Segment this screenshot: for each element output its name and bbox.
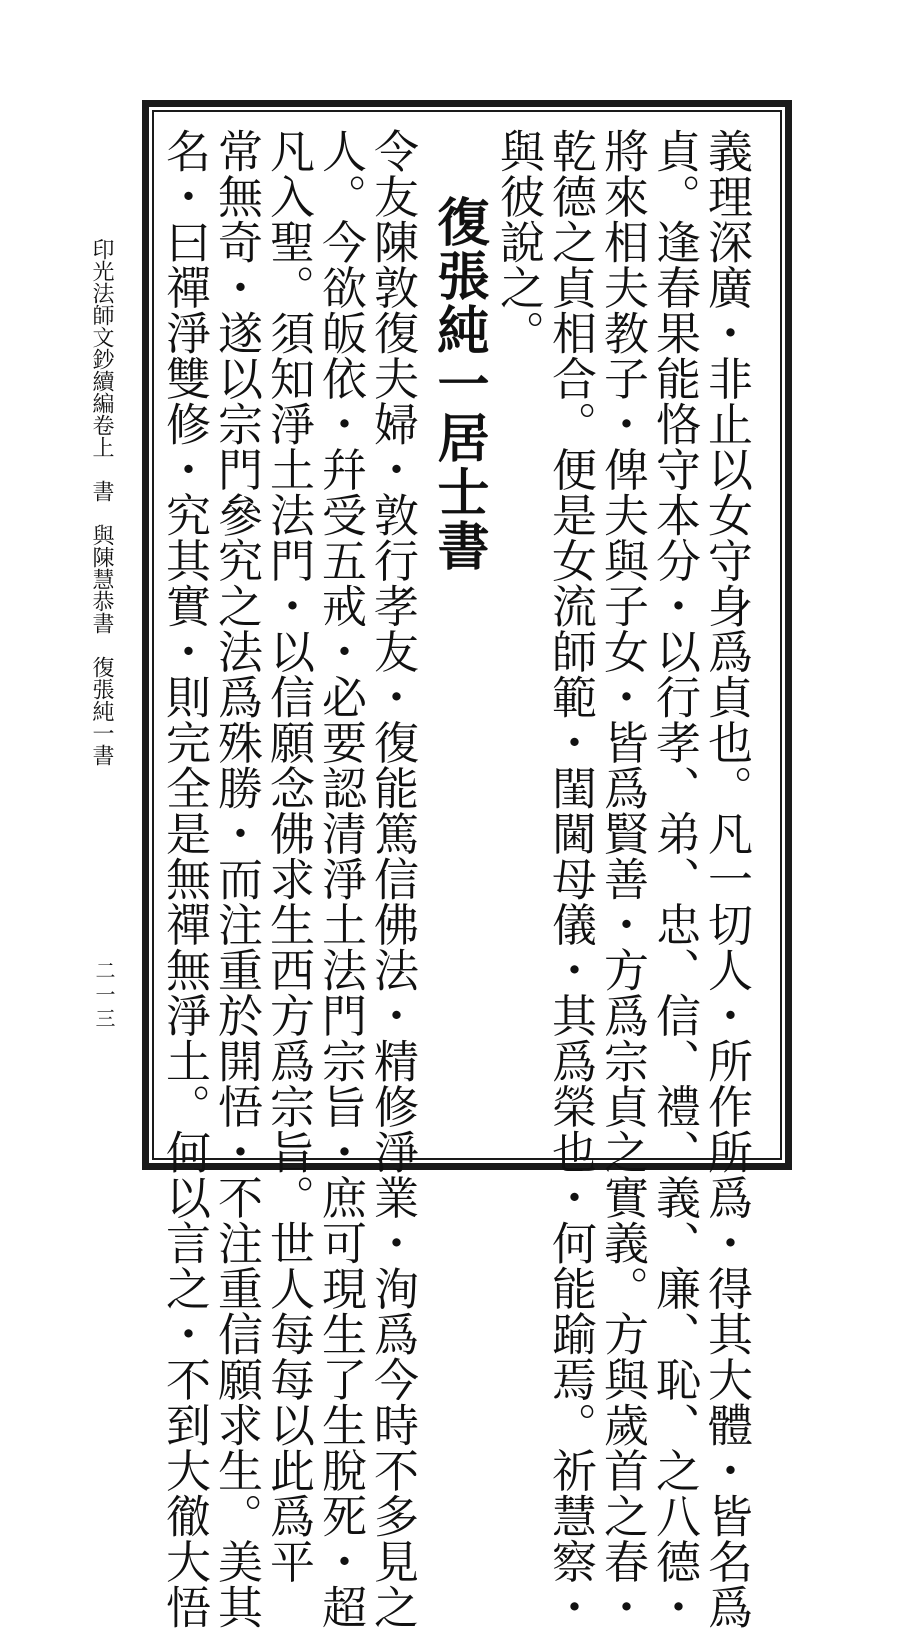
text-column-5: 與彼說之。 <box>492 128 545 356</box>
text-column-6: 令友陳敦復夫婦・敦行孝友・復能篤信佛法・精修淨業・洵爲今時不多見之 <box>366 128 419 1630</box>
text-column-2: 貞。逢春果能恪守本分・以行孝、弟、忠、信、禮、義、廉、恥、之八德・ <box>648 128 701 1630</box>
text-column-10: 名・曰禪淨雙修・究其實・則完全是無禪無淨土。何以言之・不到大徹大悟 <box>158 128 211 1630</box>
text-column-8: 凡入聖。須知淨土法門・以信願念佛求生西方爲宗旨。世人每每以此爲平 <box>262 128 315 1584</box>
text-column-4: 乾德之貞相合。便是女流師範・閨閫母儀・其爲榮也・何能踰焉。祈慧察・ <box>544 128 597 1630</box>
text-column-1: 義理深廣・非止以女守身爲貞也。凡一切人・所作所爲・得其大體・皆名爲 <box>700 128 753 1630</box>
text-column-3: 將來相夫教子・俾夫與子女・皆爲賢善・方爲宗貞之實義。方與歲首之春・ <box>596 128 649 1630</box>
letter-heading: 復張純一居士書 <box>428 195 489 573</box>
text-column-9: 常無奇・遂以宗門參究之法爲殊勝・而注重於開悟・不注重信願求生。美其 <box>210 128 263 1630</box>
text-column-7: 人。今欲皈依・幷受五戒・必要認清淨土法門宗旨・庶可現生了生脫死・超 <box>314 128 367 1630</box>
running-head: 印光法師文鈔續編卷上 書 與陳慧恭書 復張純一書 <box>89 238 114 766</box>
page-number: 二一三 <box>92 960 116 1032</box>
